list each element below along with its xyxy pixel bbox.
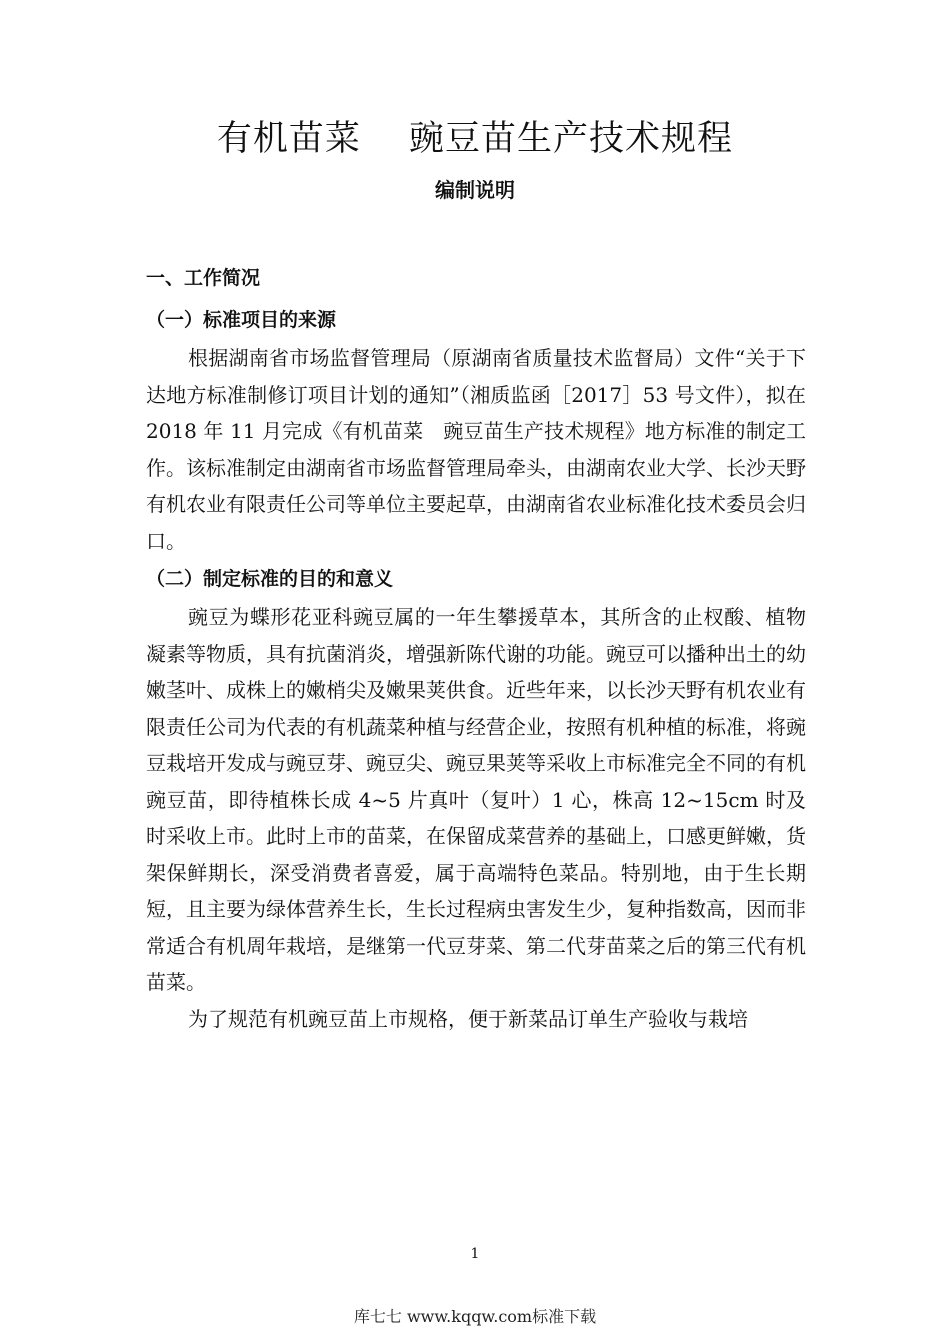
subsection-heading: （二）制定标准的目的和意义 [146,568,394,590]
section-heading: 一、工作简况 [146,267,261,289]
subsection-heading: （一）标准项目的来源 [146,309,337,331]
document-body [146,258,806,1037]
footer-text: 库七七 www.kqqw.com标准下载 [353,1307,597,1326]
document-title: 有机苗菜 豌豆苗生产技术规程 [216,119,734,159]
paragraph: 根据湖南省市场监督管理局（原湖南省质量技术监督局）文件“关于下达地方标准制修订项目计划的通知”（湘质监函［2017］53 号文件），拟在 2018 年 11 月完成《有机苗菜 豌豆苗生产技术规程》地方标准的制定工作。该标准制定由湖南省市场监督管理局牵头，由湖南农业大学、长沙天野有机农业有限责任公司等单位主要起草，由湖南省农业标准化技术委员会归口。 [146,346,806,553]
page-number: 1 [470,1246,480,1262]
document-subtitle: 编制说明 [435,178,515,202]
paragraph: 为了规范有机豌豆苗上市规格，便于新菜品订单生产验收与栽培 [188,1006,748,1031]
paragraph: 豌豆为蝶形花亚科豌豆属的一年生攀援草本，其所含的止杈酸、植物凝素等物质，具有抗菌消炎，增强新陈代谢的功能。豌豆可以播种出土的幼嫩茎叶、成株上的嫩梢尖及嫩果荚供食。近些年来，以长沙天野有机农业有限责任公司为代表的有机蔬菜种植与经营企业，按照有机种植的标准，将豌豆栽培开发成与豌豆芽、豌豆尖、豌豆果荚等采收上市标准完全不同的有机豌豆苗，即待植株长成 4~5 片真叶（复叶）1 心，株高 12~15cm 时及时采收上市。此时上市的苗菜，在保留成菜营养的基础上，口感更鲜嫩，货架保鲜期长，深受消费者喜爱，属于高端特色菜品。特别地，由于生长期短，且主要为绿体营养生长，生长过程病虫害发生少，复种指数高，因而非常适合有机周年栽培，是继第一代豆芽菜、第二代芽苗菜之后的第三代有机苗菜。 [146,605,806,994]
